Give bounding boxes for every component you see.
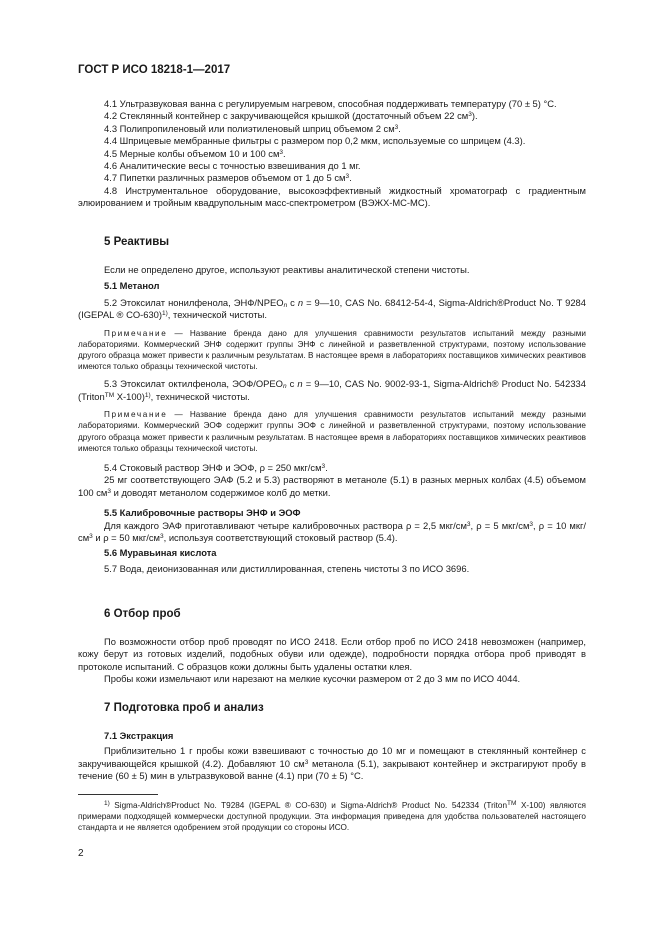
item-4-7-text: 4.7 Пипетки различных размеров объемом от 1 до 5 см <box>104 172 346 184</box>
note-2-text: — Название бренда дано для улучшения сравнимости результатов испытаний между разными лабораториями. Коммерческий ЭОФ содержит группы ЭОФ с линейной и разветвленной структурами, поэтому использование другого образца может привести к различным результатам. В настоящее время в лабораториях поставщиков химических реактивов имеются только образцы технической чистоты. <box>78 410 586 453</box>
para-5-3-b: с <box>286 378 298 390</box>
superscript: 3 <box>394 123 399 131</box>
para-5-3-a: 5.3 Этоксилат октилфенола, ЭОФ/OPEO <box>104 378 283 390</box>
para-5-4-cont-a: 25 мг соответствующего ЭАФ (5.2 и 5.3) растворяют в метаноле (5.1) в разных мерных колбах (4.5) объемом 100 см <box>78 474 586 498</box>
footnote-text-a: Sigma-Aldrich®Product No. T9284 (IGEPAL ® CO-630) и Sigma-Aldrich® Product No. 542334 (Triton <box>109 801 508 810</box>
var-n: n <box>297 296 304 308</box>
para-5-5-h: = 50 мкг/см <box>108 532 160 544</box>
para-5-4-c: . <box>325 462 328 474</box>
footnote-mark: 1) <box>104 800 110 807</box>
document-header: ГОСТ Р ИСО 18218-1—2017 <box>78 64 231 76</box>
footnote <box>78 800 586 834</box>
section-7-body <box>78 730 586 783</box>
para-5-3-e: , технической чистоты. <box>150 390 250 402</box>
trademark: TM <box>104 391 115 399</box>
heading-5-6: 5.6 Муравьиная кислота <box>104 546 217 558</box>
superscript: 3 <box>345 173 350 181</box>
note-1-text: — Название бренда дано для улучшения сравнимости результатов испытаний между разными лабораториями. Коммерческий ЭНФ содержит группы ЭНФ с линейной и разветвленной структурами, поэтому использование другого образца может привести к различным результатам. В настоящее время в лабораториях поставщиков химических реактивов имеются только образцы технической чистоты. <box>78 328 586 372</box>
heading-7-1: 7.1 Экстракция <box>104 730 174 741</box>
superscript: 3 <box>159 533 164 541</box>
para-6-2: Пробы кожи измельчают или нарезают на мелкие кусочки размером от 2 до 3 мм по ИСО 4044. <box>104 673 521 685</box>
para-7-1-a: Приблизительно 1 г пробы кожи взвешивают с точностью до 10 мг и помещают в стеклянный контейнер с закручивающейся крышкой (4.2). Добавляют 10 см <box>78 745 586 769</box>
para-5-5-f: = 10 мкг/см <box>78 519 586 544</box>
superscript: 3 <box>304 758 309 766</box>
para-5-5-i: , используя соответствующий стоковый раствор (5.4). <box>163 532 398 544</box>
footnote-ref: 1) <box>144 391 151 399</box>
item-4-7-end: . <box>349 172 352 184</box>
item-4-3-text: 4.3 Полипропиленовый или полиэтиленовый шприц объемом 2 см <box>104 122 395 134</box>
para-7-1-b: метанола (5.1), закрывают контейнер и экстрагируют пробу в течение (60 ± 5) мин в ультразвуковой ванне (4.1) при (70 ± 5) °С. <box>78 757 587 782</box>
heading-5-5: 5.5 Калибровочные растворы ЭНФ и ЭОФ <box>104 507 301 519</box>
para-5-4-b: = 250 мкг/см <box>264 462 322 474</box>
superscript: 3 <box>321 463 326 471</box>
trademark: TM <box>507 800 517 807</box>
rho-symbol: ρ <box>476 519 482 531</box>
superscript: 3 <box>279 148 284 156</box>
item-4-2-text: 4.2 Стеклянный контейнер с закручивающейся крышкой (достаточный объем 22 см <box>104 110 469 122</box>
para-5-5-d: = 5 мкг/см <box>481 519 530 531</box>
subscript-n: n <box>283 301 288 309</box>
para-5-2-d: , технической чистоты. <box>167 309 267 321</box>
rho-symbol: ρ <box>538 519 545 531</box>
subscript-n: n <box>282 383 287 391</box>
para-5-5 <box>78 520 586 545</box>
section-7-title: 7 Подготовка проб и анализ <box>104 702 264 714</box>
para-5-5-e: , <box>533 519 539 531</box>
superscript: 3 <box>107 487 112 495</box>
item-4-3-end: . <box>398 122 401 134</box>
note-1-label: Примечание <box>104 328 168 338</box>
footnote-ref: 1) <box>162 310 168 318</box>
para-5-5-c: , <box>470 519 477 531</box>
para-5-3-c: = 9—10, CAS No. 9002-93-1, Sigma-Aldrich® Product No. 542334 (Triton <box>78 378 586 402</box>
para-7-1 <box>78 745 586 782</box>
para-5-5-b: = 2,5 мкг/см <box>411 519 467 531</box>
section-5-intro: Если не определено другое, используют реактивы аналитической степени чистоты. <box>104 264 470 275</box>
note-1 <box>78 328 586 373</box>
rho-symbol: ρ <box>103 532 109 544</box>
para-5-2-a: 5.2 Этоксилат нонилфенола, ЭНФ/NPEO <box>104 296 284 308</box>
item-4-6: 4.6 Аналитические весы с точностью взвешивания до 1 мг. <box>104 160 361 172</box>
superscript: 3 <box>529 520 534 528</box>
para-5-3 <box>78 378 586 403</box>
section-5-body <box>78 264 586 575</box>
note-2 <box>78 409 586 454</box>
footnote-text-b: X-100) являются примерами подходящей коммерчески доступной продукции. Эта информация приведена для удобства пользователей настоящего стандарта и не является одобрением этой продукции со стороны ИСО. <box>78 801 586 833</box>
item-4-2 <box>78 110 586 122</box>
section-5-title: 5 Реактивы <box>104 236 170 248</box>
para-5-2-b: с <box>287 296 298 308</box>
para-5-3-d: X-100) <box>114 390 145 402</box>
item-4-5-text: 4.5 Мерные колбы объемом 10 и 100 см <box>104 147 280 159</box>
para-5-5-a: Для каждого ЭАФ приготавливают четыре калибровочных раствора <box>104 519 406 531</box>
superscript: 3 <box>466 520 471 528</box>
superscript: 3 <box>89 533 93 541</box>
item-4-2-end: ). <box>471 110 478 122</box>
item-4-4: 4.4 Шприцевые мембранные фильтры с размером пор 0,2 мкм, используемые со шприцем (4.3). <box>104 135 526 147</box>
superscript: 3 <box>468 111 472 119</box>
para-6-1: По возможности отбор проб проводят по ИСО 2418. Если отбор проб по ИСО 2418 невозможен (например, кожу берут из готовых изделий, подобных обуви или одежде), подробности порядка отбора проб приводят в протоколе испытаний. С образцов кожи должны быть удалены остатки клея. <box>78 636 586 672</box>
para-5-4 <box>78 462 586 474</box>
item-4-7 <box>78 172 586 184</box>
heading-5-1: 5.1 Метанол <box>104 280 160 292</box>
para-5-2 <box>78 297 586 322</box>
para-5-4-cont-b: и доводят метанолом содержимое колб до метки. <box>111 486 331 498</box>
rho-symbol: ρ <box>259 462 265 474</box>
para-5-5-g: и <box>92 532 104 544</box>
page-number: 2 <box>78 848 84 859</box>
para-5-4-a: 5.4 Стоковый раствор ЭНФ и ЭОФ, <box>104 462 260 474</box>
item-4-5 <box>78 148 586 160</box>
item-4-1: 4.1 Ультразвуковая ванна с регулируемым нагревом, способная поддерживать температуру (70 ± 5) °С. <box>104 98 557 109</box>
section-6-title: 6 Отбор проб <box>104 608 181 620</box>
footnote-separator <box>78 794 158 795</box>
item-4-8: 4.8 Инструментальное оборудование, высокоэффективный жидкостный хроматограф с градиентным элюированием и тройным квадрупольным масс-спектрометром (ВЭЖХ-МС-МС). <box>78 184 586 209</box>
item-4-3 <box>78 123 586 135</box>
item-4-5-end: . <box>283 147 286 159</box>
var-n: n <box>297 378 303 390</box>
rho-symbol: ρ <box>405 519 412 531</box>
para-5-2-c: = 9—10, CAS No. 68412-54-4, Sigma-Aldrich®Product No. T 9284 (IGEPAL ® CO-630) <box>78 296 586 321</box>
section-4-list <box>78 98 586 210</box>
section-6-body <box>78 636 586 686</box>
para-5-7: 5.7 Вода, деионизованная или дистиллированная, степень чистоты 3 по ИСО 3696. <box>104 562 470 574</box>
note-2-label: Примечание <box>104 410 168 420</box>
para-5-4-cont <box>78 474 586 499</box>
